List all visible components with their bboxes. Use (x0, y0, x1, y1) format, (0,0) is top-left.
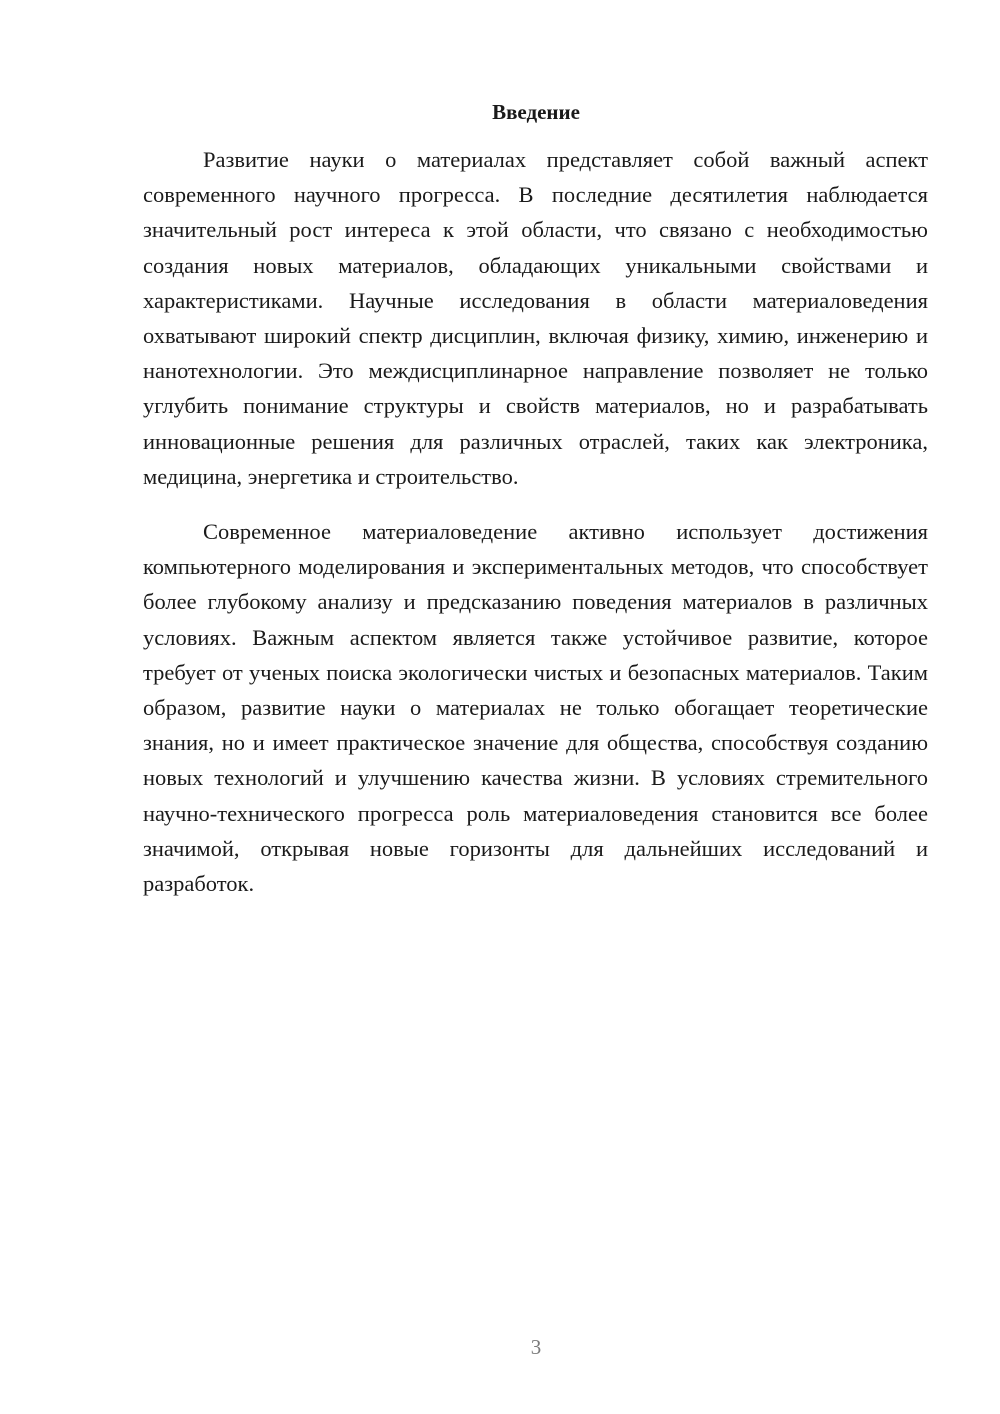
page-number: 3 (530, 1335, 542, 1359)
paragraph-1: Развитие науки о материалах представляет собой важный аспект современного научного прогресса. В последние десятилетия наблюдается значительный рост интереса к этой области, что связано с необходимостью создания новых материалов, обладающих уникальными свойствами и характеристиками. Научные исследования в области материаловедения охватывают широкий спектр дисциплин, включая физику, химию, инженерию и нанотехнологии. Это междисциплинарное направление позволяет не только углубить понимание структуры и свойств материалов, но и разрабатывать инновационные решения для различных отраслей, таких как электроника, медицина, энергетика и строительство. (143, 147, 928, 489)
body-text (143, 142, 928, 901)
paragraph-2: Современное материаловедение активно использует достижения компьютерного моделирования и экспериментальных методов, что способствует более глубокому анализу и предсказанию поведения материалов в различных условиях. Важным аспектом является также устойчивое развитие, которое требует от ученых поиска экологически чистых и безопасных материалов. Таким образом, развитие науки о материалах не только обогащает теоретические знания, но и имеет практическое значение для общества, способствуя созданию новых технологий и улучшению качества жизни. В условиях стремительного научно-технического прогресса роль материаловедения становится все более значимой, открывая новые горизонты для дальнейших исследований и разработок. (143, 519, 928, 897)
section-heading: Введение (492, 100, 580, 124)
